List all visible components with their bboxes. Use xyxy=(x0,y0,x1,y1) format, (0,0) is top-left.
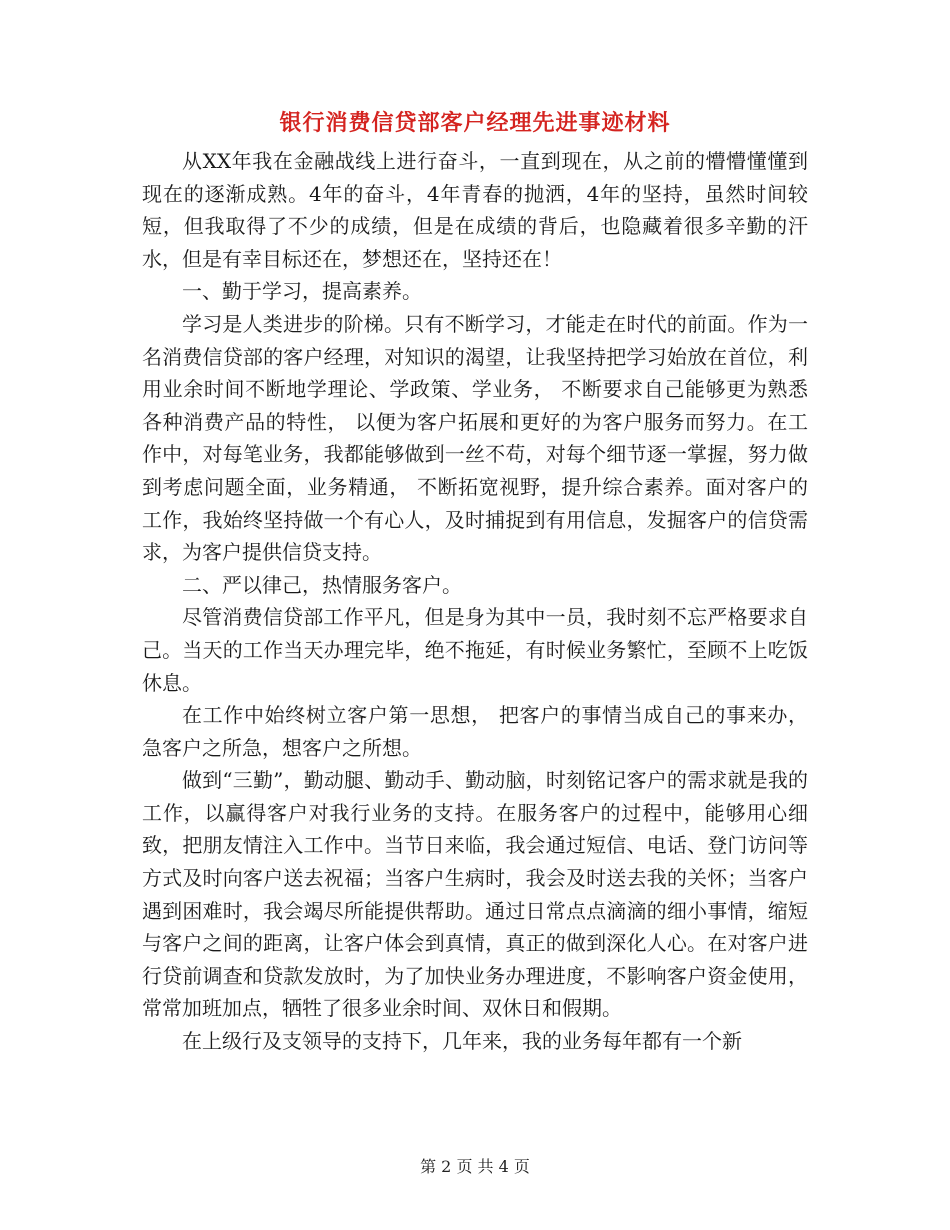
paragraph: 在上级行及支领导的支持下，几年来，我的业务每年都有一个新 xyxy=(182,1029,742,1054)
paragraph: 从XX年我在金融战线上进行奋斗，一直到现在，从之前的懵懵懂懂到现在的逐渐成熟。4年的奋斗，4年青春的抛洒，4年的坚持，虽然时间较短，但我取得了不少的成绩，但是在成绩的背后，也隐藏着很多辛勤的汗水，但是有幸目标还在，梦想还在，坚持还在！ xyxy=(142,149,808,271)
paragraph: 在工作中始终树立客户第一思想， 把客户的事情当成自己的事来办，急客户之所急，想客户之所想。 xyxy=(142,703,808,760)
paragraph: 尽管消费信贷部工作平凡，但是身为其中一员，我时刻不忘严格要求自己。当天的工作当天办理完毕，绝不拖延，有时候业务繁忙，至顾不上吃饭休息。 xyxy=(142,605,808,695)
document-title: 银行消费信贷部客户经理先进事迹材料 xyxy=(279,110,671,136)
document-body xyxy=(142,145,808,1058)
paragraph: 学习是人类进步的阶梯。只有不断学习，才能走在时代的前面。作为一名消费信贷部的客户经理，对知识的渴望，让我坚持把学习始放在首位，利用业余时间不断地学理论、学政策、学业务， 不断要求自己能够更为熟悉各种消费产品的特性， 以便为客户拓展和更好的为客户服务而努力。在工作中，对每笔业务，我都能够做到一丝不苟，对每个细节逐一掌握，努力做到考虑问题全面，业务精通， 不断拓宽视野，提升综合素养。面对客户的工作，我始终坚持做一个有心人，及时捕捉到有用信息，发掘客户的信贷需求，为客户提供信贷支持。 xyxy=(142,311,808,565)
paragraph: 做到“三勤”，勤动腿、勤动手、勤动脑，时刻铭记客户的需求就是我的工作，以赢得客户对我行业务的支持。在服务客户的过程中，能够用心细致，把朋友情注入工作中。当节日来临，我会通过短信、电话、登门访问等方式及时向客户送去祝福；当客户生病时，我会及时送去我的关怀；当客户遇到困难时，我会竭尽所能提供帮助。通过日常点点滴滴的细小事情，缩短与客户之间的距离，让客户体会到真情，真正的做到深化人心。在对客户进行贷前调查和贷款发放时，为了加快业务办理进度，不影响客户资金使用，常常加班加点，牺牲了很多业余时间、双休日和假期。 xyxy=(142,768,808,1021)
section-heading: 一、勤于学习，提高素养。 xyxy=(182,279,422,304)
section-heading: 二、严以律己，热情服务客户。 xyxy=(182,572,462,597)
page-footer: 第 2 页 共 4 页 xyxy=(420,1157,530,1176)
